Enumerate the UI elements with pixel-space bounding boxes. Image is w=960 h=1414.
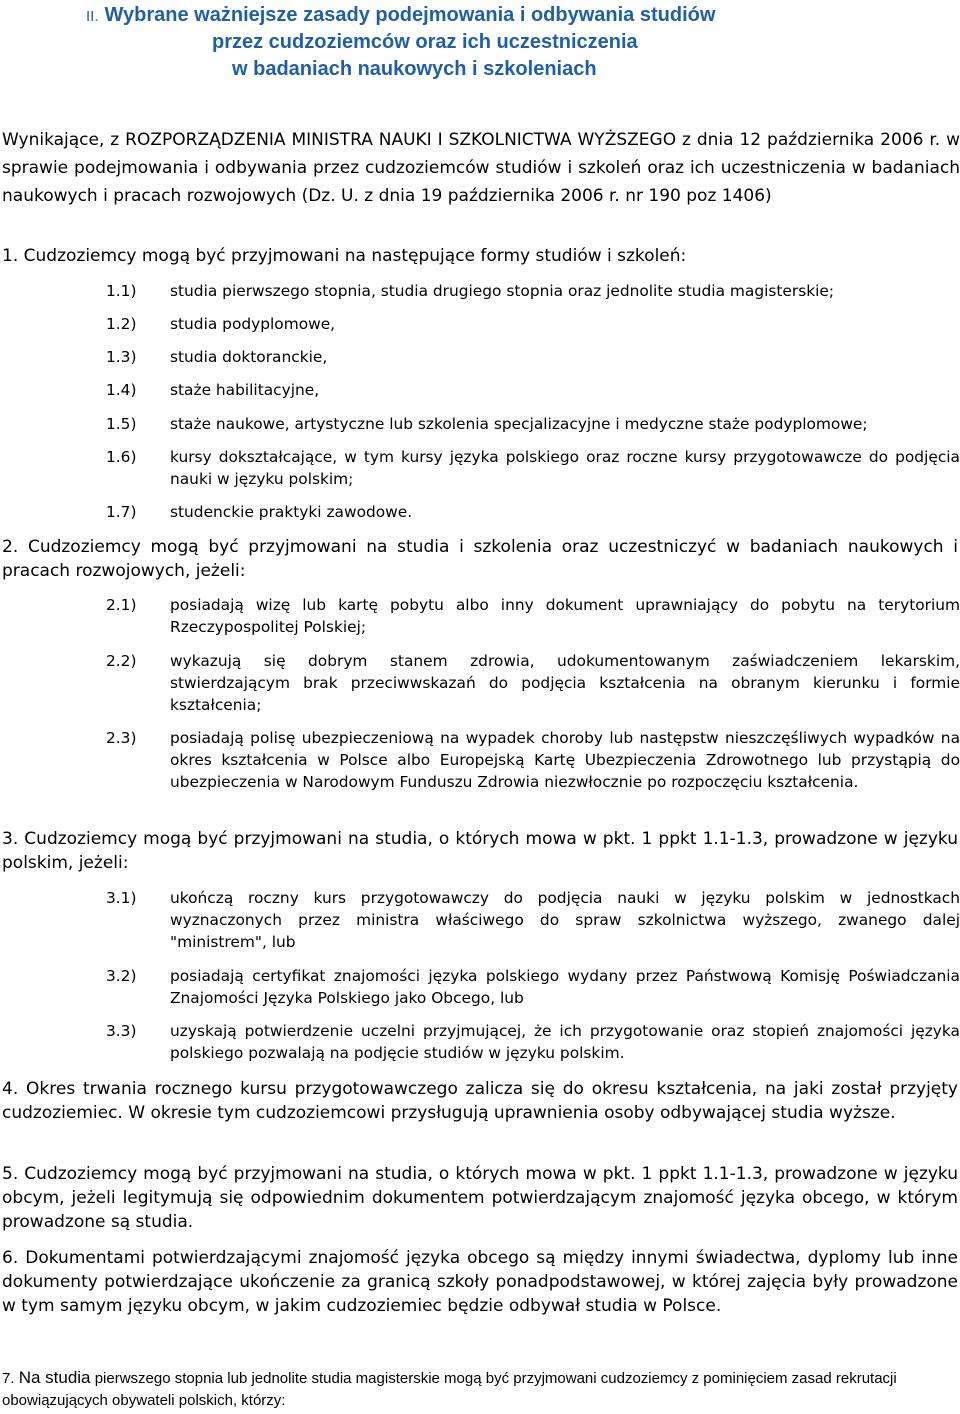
section-number: 7. (2, 1370, 15, 1387)
section-1 (2, 244, 958, 268)
intro-paragraph: Wynikające, z ROZPORZĄDZENIA MINISTRA NAUKI I SZKOLNICTWA WYŻSZEGO z dnia 12 października 2006 r. w sprawie podejmowania i odbywania przez cudzoziemców studiów i szkoleń oraz ich uczestniczenia w badaniach naukowych i pracach rozwojowych (Dz. U. z dnia 19 października 2006 r. nr 190 poz 1406) (2, 130, 960, 206)
section-text: Cudzoziemcy mogą być przyjmowani na studia, o których mowa w pkt. 1 ppkt 1.1-1.3, prowadzone w języku obcym, jeżeli legitymują się odpowiednim dokumentem potwierdzającym znajomość języka obcego, w którym prowadzone są studia. (2, 1164, 958, 1232)
section-2 (2, 535, 958, 583)
title-line-3: w badaniach naukowych i szkoleniach (232, 58, 597, 80)
section-text: Cudzoziemcy mogą być przyjmowani na studia, o których mowa w pkt. 1 ppkt 1.1-1.3, prowadzone w języku polskim, jeżeli: (2, 829, 958, 873)
section-number: 3. (2, 829, 19, 849)
section-text: pierwszego stopnia lub jednolite studia magisterskie mogą być przyjmowani cudzoziemcy z pominięciem zasad rekrutacji obowiązujących obywateli polskich, którzy: (2, 1370, 897, 1409)
section-4 (2, 1077, 958, 1125)
section-number: 1. (2, 246, 19, 266)
section-number: 6. (2, 1248, 19, 1268)
section-number: 5. (2, 1164, 19, 1184)
title-roman-number: II. (86, 8, 99, 25)
document-title (0, 0, 960, 80)
section-text: Cudzoziemcy mogą być przyjmowani na następujące formy studiów i szkoleń: (23, 246, 687, 266)
section-number: 2. (2, 537, 19, 557)
section-text: Dokumentami potwierdzającymi znajomość języka obcego są między innymi świadectwa, dyplomy lub inne dokumenty potwierdzające ukończenie za granicą szkoły ponadpodstawowej, w której zajęcia były prowadzone w tym samym języku obcym, w jakim cudzoziemiec będzie odbywał studia w Polsce. (2, 1248, 958, 1316)
document-page: II. Wybrane ważniejsze zasady podejmowania i odbywania studiów przez cudzoziemców oraz ich uczestniczenia w badaniach naukowych i szkoleniach Wynikające, z ROZPORZĄDZENIA MINISTRA NAUKI I SZKOLNICTWA WYŻSZEGO z dnia 12 października 2006 r. w sprawie podejmowania i odbywania przez cudzoziemców studiów i szkoleń oraz ich uczestniczenia w badaniach naukowych i pracach rozwojowych (Dz. U. z dnia 19 października 2006 r. nr 190 poz 1406) 1. Cudzoziemcy mogą być przyjmowani na następujące formy studiów i szkoleń: 1.1) studia pierwszego stopnia, studia drugiego stopnia oraz jednolite studia magisterskie; 1.2) studia podyplomowe, 1.3) studia doktoranckie, 1.4) staże habilitacyjne, 1.5) staże naukowe, artystyczne lub szkolenia specjalizacyjne i medyczne staże podyplomowe; 1.6) kursy dokształcające, w tym kursy języka polskiego oraz roczne kursy przygotowawcze do podjęcia nauki w języku polskim; 1.7) studenckie praktyki zawodowe. 2. Cudzoziemcy mogą być przyjmowani na studia i szkolenia oraz uczestniczyć w badaniach naukowych i pracach rozwojowych, jeżeli: 2.1) posiadają wizę lub kartę pobytu albo inny dokument uprawniający do pobytu na terytorium Rzeczypospolitej Polskiej; 2.2) wykazują się dobrym stanem zdrowia, udokumentowanym zaświadczeniem lekarskim, stwierdzającym brak przeciwwskazań do podjęcia kształcenia na obranym kierunku i formie kształcenia; 2.3) posiadają polisę ubezpieczeniową na wypadek choroby lub następstw nieszczęśliwych wypadków na okres kształcenia w Polsce albo Europejską Kartę Ubezpieczenia Zdrowotnego lub przystąpią do ubezpieczenia w Narodowym Funduszu Zdrowia niezwłocznie po rozpoczęciu kształcenia. 3. Cudzoziemcy mogą być przyjmowani na studia, o których mowa w pkt. 1 ppkt 1.1-1.3, prowadzone w języku polskim, jeżeli: 3.1) ukończą roczny kurs przygotowawczy do podjęcia nauki w języku polskim w jednostkach wyznaczonych przez ministra właściwego do spraw szkolnictwa wyższego, zwanego dalej "ministrem", lub 3.2) posiadają certyfikat znajomości języka polskiego wydany przez Państwową Komisję Poświadczania Znajomości Języka Polskiego jako Obcego, lub 3.3) uzyskają potwierdzenie uczelni przyjmującej, że ich przygotowanie oraz stopień znajomości języka polskiego pozwalają na podjęcie studiów w języku polskim. 4. Okres trwania rocznego kursu przygotowawczego zalicza się do okresu kształcenia, na jaki został przyjęty cudzoziemiec. W okresie tym cudzoziemcowi przysługują uprawnienia osoby odbywającej studia wyższe. 5. Cudzoziemcy mogą być przyjmowani na studia, o których mowa w pkt. 1 ppkt 1.1-1.3, prowadzone w języku obcym, jeżeli legitymują się odpowiednim dokumentem potwierdzającym znajomość języka obcego, w którym prowadzone są studia. 6. Dokumentami potwierdzającymi znajomość języka obcego są między innymi świadectwa, dyplomy lub inne dokumenty potwierdzające ukończenie za granicą szkoły ponadpodstawowej, w której zajęcia były prowadzone w tym samym języku obcym, w jakim cudzoziemiec będzie odbywał studia w Polsce. 7. Na studia pierwszego stopnia lub jednolite studia magisterskie mogą być przyjmowani cudzoziemcy z pominięciem zasad rekrutacji obowiązujących obywateli polskich, którzy: (0, 0, 960, 1414)
section-7 (2, 1367, 958, 1412)
section-number: 4. (2, 1079, 19, 1099)
section-lead: Na studia (18, 1368, 91, 1387)
section-text: Cudzoziemcy mogą być przyjmowani na studia i szkolenia oraz uczestniczyć w badaniach naukowych i pracach rozwojowych, jeżeli: (2, 537, 958, 581)
section-5 (2, 1162, 958, 1234)
section-3 (2, 827, 958, 875)
title-line-1: II. Wybrane ważniejsze zasady podejmowania i odbywania studiów (86, 4, 716, 26)
section-6 (2, 1246, 958, 1318)
section-text: Okres trwania rocznego kursu przygotowawczego zalicza się do okresu kształcenia, na jaki został przyjęty cudzoziemiec. W okresie tym cudzoziemcowi przysługują uprawnienia osoby odbywającej studia wyższe. (2, 1079, 958, 1123)
title-line-2: przez cudzoziemców oraz ich uczestniczenia (212, 31, 638, 53)
